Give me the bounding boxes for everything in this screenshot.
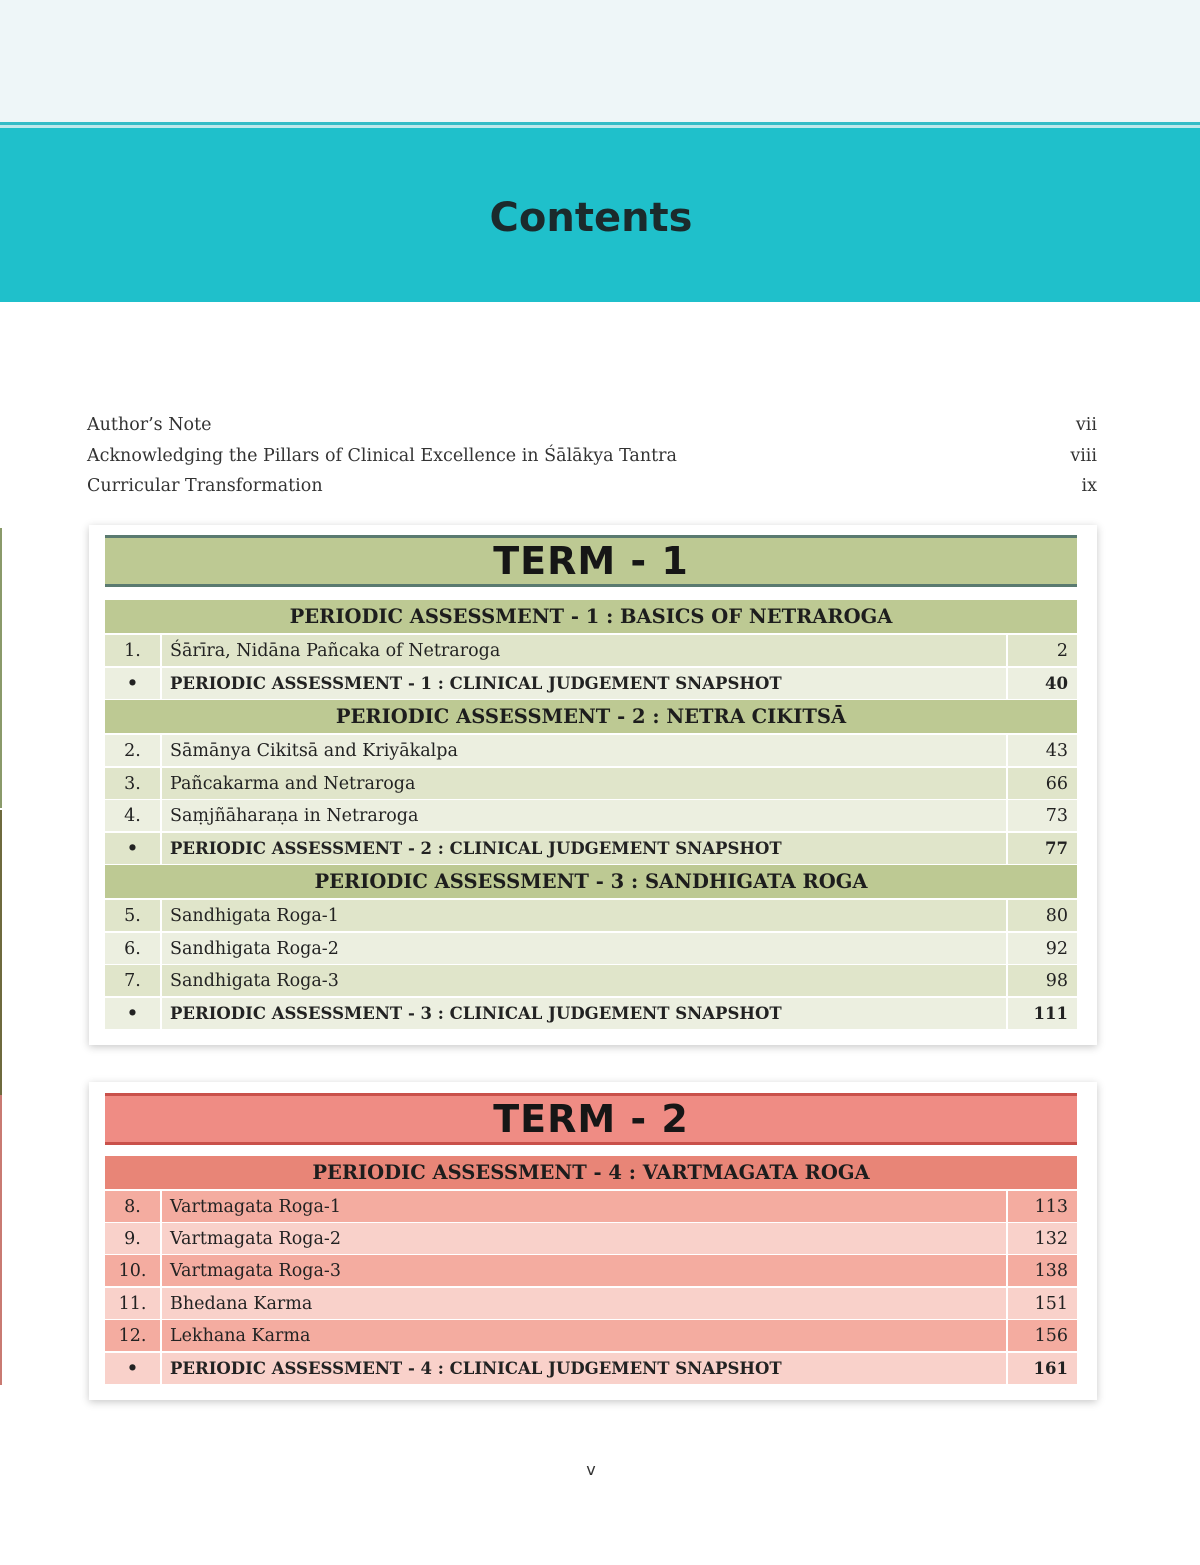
snapshot-row[interactable]: [105, 668, 1077, 699]
chapter-title: Vartmagata Roga-3: [162, 1255, 1006, 1286]
chapter-title: Sāmānya Cikitsā and Kriyākalpa: [162, 735, 1006, 766]
edge-mark-red: [0, 1095, 2, 1385]
chapter-number: 5.: [105, 900, 160, 931]
front-matter-label: Acknowledging the Pillars of Clinical Excellence in Śālākya Tantra: [87, 446, 677, 466]
chapter-title: Vartmagata Roga-2: [162, 1223, 1006, 1254]
chapter-page: 43: [1008, 735, 1077, 766]
front-matter-label: Author’s Note: [87, 415, 212, 435]
snapshot-title: PERIODIC ASSESSMENT - 1 : CLINICAL JUDGEMENT SNAPSHOT: [162, 668, 1006, 699]
bullet-icon: •: [105, 833, 160, 864]
chapter-number: 1.: [105, 635, 160, 666]
front-matter-entry[interactable]: [87, 475, 1097, 499]
term-1-title: TERM - 1: [105, 535, 1077, 587]
chapter-number: 11.: [105, 1288, 160, 1319]
chapter-title: Bhedana Karma: [162, 1288, 1006, 1319]
chapter-page: 66: [1008, 768, 1077, 799]
term-2-title: TERM - 2: [105, 1093, 1077, 1145]
chapter-page: 73: [1008, 800, 1077, 831]
chapter-row[interactable]: [105, 1288, 1077, 1319]
chapter-row[interactable]: [105, 900, 1077, 931]
chapter-title: Sandhigata Roga-3: [162, 965, 1006, 996]
chapter-title: Pañcakarma and Netraroga: [162, 768, 1006, 799]
front-matter-entry[interactable]: [87, 414, 1097, 438]
snapshot-row[interactable]: [105, 998, 1077, 1029]
chapter-number: 6.: [105, 933, 160, 964]
snapshot-row[interactable]: [105, 833, 1077, 864]
assessment-heading: PERIODIC ASSESSMENT - 4 : VARTMAGATA ROGA: [105, 1156, 1077, 1189]
page-title: Contents: [489, 195, 693, 241]
assessment-heading: PERIODIC ASSESSMENT - 1 : BASICS OF NETRAROGA: [105, 600, 1077, 633]
chapter-number: 9.: [105, 1223, 160, 1254]
chapter-page: 2: [1008, 635, 1077, 666]
chapter-row[interactable]: [105, 800, 1077, 831]
chapter-row[interactable]: [105, 1223, 1077, 1254]
chapter-page: 80: [1008, 900, 1077, 931]
front-matter-entry[interactable]: [87, 445, 1097, 469]
chapter-page: 138: [1008, 1255, 1077, 1286]
header-band: [0, 0, 1200, 122]
term-2-card: [89, 1082, 1097, 1400]
chapter-page: 98: [1008, 965, 1077, 996]
chapter-title: Śārīra, Nidāna Pañcaka of Netraroga: [162, 635, 1006, 666]
chapter-title: Sandhigata Roga-2: [162, 933, 1006, 964]
chapter-row[interactable]: [105, 965, 1077, 996]
snapshot-title: PERIODIC ASSESSMENT - 4 : CLINICAL JUDGEMENT SNAPSHOT: [162, 1353, 1006, 1384]
snapshot-page: 111: [1008, 998, 1077, 1029]
snapshot-row[interactable]: [105, 1353, 1077, 1384]
bullet-icon: •: [105, 1353, 160, 1384]
chapter-row[interactable]: [105, 768, 1077, 799]
chapter-row[interactable]: [105, 933, 1077, 964]
chapter-row[interactable]: [105, 735, 1077, 766]
chapter-number: 7.: [105, 965, 160, 996]
assessment-heading: PERIODIC ASSESSMENT - 3 : SANDHIGATA ROGA: [105, 865, 1077, 898]
snapshot-title: PERIODIC ASSESSMENT - 3 : CLINICAL JUDGEMENT SNAPSHOT: [162, 998, 1006, 1029]
snapshot-page: 40: [1008, 668, 1077, 699]
chapter-number: 12.: [105, 1320, 160, 1351]
chapter-number: 10.: [105, 1255, 160, 1286]
snapshot-title: PERIODIC ASSESSMENT - 2 : CLINICAL JUDGEMENT SNAPSHOT: [162, 833, 1006, 864]
chapter-title: Saṃjñāharaṇa in Netraroga: [162, 800, 1006, 831]
chapter-row[interactable]: [105, 635, 1077, 666]
front-matter-page: vii: [1075, 415, 1097, 435]
chapter-row[interactable]: [105, 1320, 1077, 1351]
chapter-number: 2.: [105, 735, 160, 766]
chapter-page: 156: [1008, 1320, 1077, 1351]
snapshot-page: 161: [1008, 1353, 1077, 1384]
chapter-number: 4.: [105, 800, 160, 831]
chapter-row[interactable]: [105, 1191, 1077, 1222]
snapshot-page: 77: [1008, 833, 1077, 864]
chapter-row[interactable]: [105, 1255, 1077, 1286]
chapter-page: 151: [1008, 1288, 1077, 1319]
chapter-number: 8.: [105, 1191, 160, 1222]
chapter-page: 113: [1008, 1191, 1077, 1222]
chapter-title: Sandhigata Roga-1: [162, 900, 1006, 931]
edge-mark-green: [0, 528, 2, 808]
front-matter-page: ix: [1081, 476, 1097, 496]
bullet-icon: •: [105, 998, 160, 1029]
assessment-heading: PERIODIC ASSESSMENT - 2 : NETRA CIKITSĀ: [105, 700, 1077, 733]
bullet-icon: •: [105, 668, 160, 699]
edge-mark-olive: [0, 810, 2, 1095]
front-matter-label: Curricular Transformation: [87, 476, 323, 496]
term-1-card: [89, 525, 1097, 1045]
chapter-page: 132: [1008, 1223, 1077, 1254]
chapter-page: 92: [1008, 933, 1077, 964]
chapter-title: Vartmagata Roga-1: [162, 1191, 1006, 1222]
chapter-title: Lekhana Karma: [162, 1320, 1006, 1351]
front-matter-page: viii: [1070, 446, 1097, 466]
chapter-number: 3.: [105, 768, 160, 799]
page-number: v: [586, 1460, 596, 1479]
